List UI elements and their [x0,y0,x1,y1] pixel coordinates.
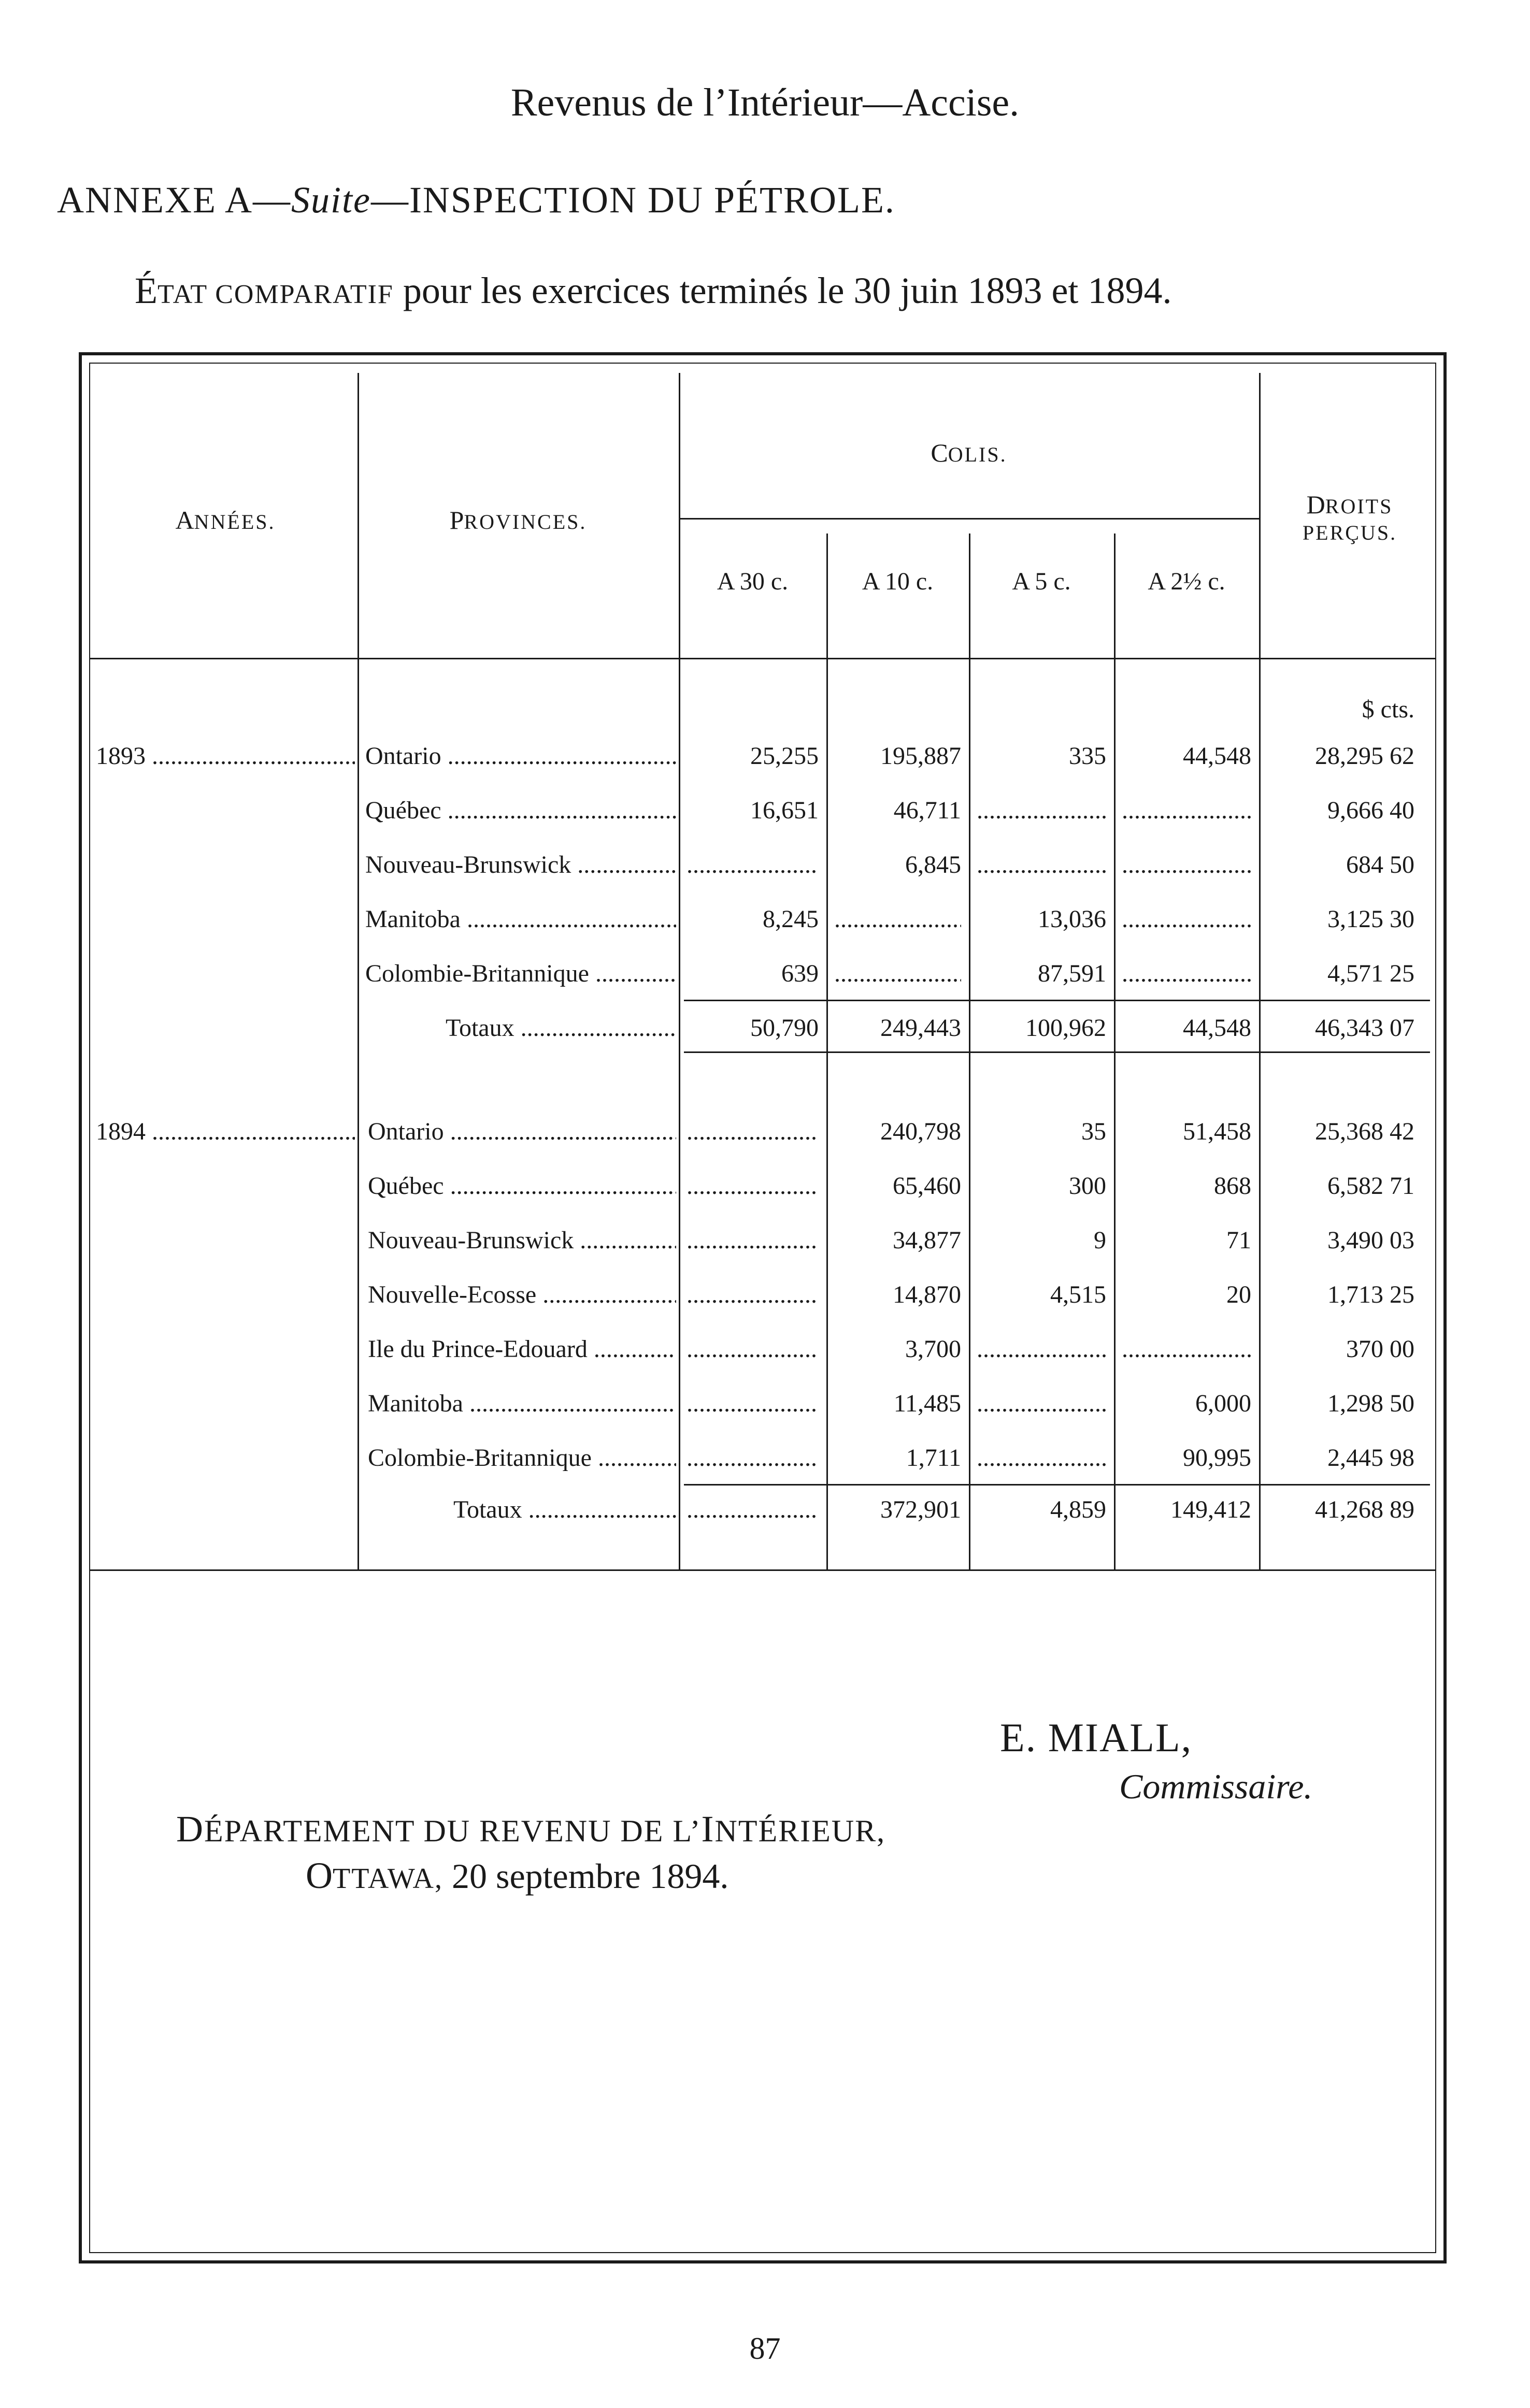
row-1894-totaux-a30-leader [687,1494,819,1525]
row-1893-quebec-a10: 46,711 [893,797,961,824]
dept-text-a: ÉPARTEMENT DU REVENU DE L’ [204,1814,702,1848]
signatory-role: Commissaire. [1119,1767,1313,1806]
col-divider-a2 [1259,373,1261,1569]
row-1894-ontario-a30-leader [687,1116,819,1147]
row-1894-ne-a30-leader [687,1279,819,1310]
annexe-prefix: ANNEXE A— [57,179,291,221]
header-droits [1264,489,1435,520]
row-1893-nb-province: Nouveau-Brunswick ..... [365,849,676,881]
col-divider-provinces [679,373,680,1569]
page-title: Revenus de l’Intérieur—Accise. [510,81,1020,124]
row-1893-nb-a2-leader [1122,849,1251,881]
colis-underline [679,518,1259,520]
units-label: $ cts. [1362,696,1414,723]
header-annees [98,505,352,535]
row-1894-cb-a10: 1,711 [906,1444,961,1472]
subheader-a10: A 10 c. [862,568,934,595]
row-1894-cb-droits: 2,445 98 [1327,1444,1414,1472]
header-percus-text: PERÇUS. [1302,521,1397,544]
row-1893-cb-a10-leader [834,958,961,989]
row-1894-ne-a10: 14,870 [893,1281,961,1308]
row-1893-ontario-droits: 28,295 62 [1315,742,1414,770]
row-1893-quebec-a2-leader [1122,795,1251,826]
row-1893-manitoba-province: Manitoba ..... [365,904,676,935]
header-provinces [363,505,674,535]
row-1894-quebec-a30-leader [687,1171,819,1202]
table-bottom-rule [89,1569,1436,1571]
row-1893-nb-a30-leader [687,849,819,881]
annexe-suite: Suite [291,179,371,221]
row-1894-quebec-droits: 6,582 71 [1327,1172,1414,1200]
header-annees-rest: NNÉES. [194,510,276,533]
totals-1893-bottom-rule [684,1051,1430,1053]
row-1894-quebec-a10: 65,460 [893,1172,961,1200]
row-1894-quebec-a5: 300 [1069,1172,1106,1200]
dept-initial-i: I [701,1808,715,1850]
row-1893-quebec-a5-leader [977,795,1106,826]
row-1894-ipe-a5-leader [977,1334,1106,1365]
row-1893-manitoba-a30: 8,245 [763,905,819,933]
header-droits-initial: D [1306,490,1325,519]
row-1893-manitoba-a5: 13,036 [1038,905,1106,933]
row-1894-nb-a5: 9 [1094,1227,1106,1254]
row-1894-nb-a30-leader [687,1225,819,1256]
row-1894-quebec-a2: 868 [1214,1172,1251,1200]
row-1893-ontario-a5: 335 [1069,742,1106,770]
dept-text-b: NTÉRIEUR, [714,1814,886,1848]
totals-1893-rule [684,1000,1430,1001]
row-1894-ontario-province: Ontario ..... [368,1116,676,1147]
row-1894-totaux-a10: 372,901 [880,1496,961,1523]
row-1894-cb-a30-leader [687,1443,819,1474]
header-colis [684,438,1254,468]
row-1894-manitoba-a10: 11,485 [893,1390,961,1417]
row-1893-nb-a5-leader [977,849,1106,881]
row-1894-ipe-a30-leader [687,1334,819,1365]
row-1894-ipe-a10: 3,700 [905,1335,961,1363]
annexe-suffix: —INSPECTION DU PÉTROLE. [370,179,895,221]
department-line [176,1808,885,1851]
row-1894-nb-a10: 34,877 [893,1227,961,1254]
row-1893-ontario-a10: 195,887 [880,742,961,770]
header-provinces-initial: P [449,506,464,535]
header-annees-initial: A [175,506,194,535]
row-1893-cb-a5: 87,591 [1038,960,1106,987]
row-1893-quebec-province: Québec ..... [365,795,676,826]
row-1893-totaux-a2: 44,548 [1183,1014,1251,1042]
row-1893-cb-droits: 4,571 25 [1327,960,1414,987]
row-1894-ipe-province: Ile du Prince-Edouard ..... [368,1334,676,1365]
row-1894-nb-droits: 3,490 03 [1327,1227,1414,1254]
row-1894-cb-a2: 90,995 [1183,1444,1251,1472]
page-number: 87 [749,2331,781,2366]
annexe-heading [57,179,895,222]
subheader-a30: A 30 c. [717,568,789,595]
row-1894-ne-droits: 1,713 25 [1327,1281,1414,1308]
totals-1894-rule [684,1484,1430,1486]
row-1894-ontario-droits: 25,368 42 [1315,1118,1414,1145]
row-1893-manitoba-a2-leader [1122,904,1251,935]
row-1893-totaux-a30: 50,790 [750,1014,819,1042]
row-1893-cb-a30: 639 [781,960,819,987]
header-droits-rest: ROITS [1325,495,1393,518]
row-1893-quebec-a30: 16,651 [750,797,819,824]
row-1893-ontario-province: Ontario ..... [365,741,676,772]
row-1893-ontario-a30: 25,255 [750,742,819,770]
row-1893-ontario-a2: 44,548 [1183,742,1251,770]
header-colis-initial: C [931,438,948,467]
row-1894-manitoba-droits: 1,298 50 [1327,1390,1414,1417]
etat-text: pour les exercices terminés le 30 juin 1893 et 1894. [393,270,1172,311]
etat-initial: É [135,270,158,311]
row-1894-manitoba-a5-leader [977,1388,1106,1419]
row-1894-cb-province: Colombie-Britannique ..... [368,1443,676,1474]
row-1893-manitoba-a10-leader [834,904,961,935]
year-1894: 1894 ..... [96,1116,355,1147]
dept-initial-d: D [176,1808,204,1850]
row-1893-cb-province: Colombie-Britannique ..... [365,958,676,989]
row-1894-manitoba-a2: 6,000 [1195,1390,1251,1417]
row-1894-cb-a5-leader [977,1443,1106,1474]
row-1893-quebec-droits: 9,666 40 [1327,797,1414,824]
subheader-a5: A 5 c. [1012,568,1071,595]
row-1894-ontario-a10: 240,798 [880,1118,961,1145]
col-divider-annees [358,373,359,1569]
ottawa-initial: O [306,1855,333,1896]
row-1894-totaux-a2: 149,412 [1170,1496,1251,1523]
header-provinces-rest: ROVINCES. [464,510,587,533]
signatory-name: E. MIALL, [1000,1715,1193,1760]
header-percus [1264,521,1435,545]
row-1894-totaux-droits: 41,268 89 [1315,1496,1414,1523]
row-1894-ne-province: Nouvelle-Ecosse ..... [368,1279,676,1310]
etat-smallcaps: TAT COMPARATIF [157,280,394,309]
date-text: 20 septembre 1894. [442,1856,729,1896]
row-1894-ipe-a2-leader [1122,1334,1251,1365]
etat-comparatif-heading [135,269,1171,312]
header-bottom-rule [89,658,1436,659]
year-1893: 1893 ..... [96,741,355,772]
row-1893-nb-a10: 6,845 [905,851,961,878]
row-1894-ne-a5: 4,515 [1050,1281,1106,1308]
row-1894-totaux-a5: 4,859 [1050,1496,1106,1523]
row-1894-ontario-a2: 51,458 [1183,1118,1251,1145]
row-1894-ne-a2: 20 [1226,1281,1251,1308]
row-1893-totaux-a10: 249,443 [880,1014,961,1042]
row-1893-totaux-a5: 100,962 [1025,1014,1106,1042]
row-1893-manitoba-droits: 3,125 30 [1327,905,1414,933]
row-1894-nb-province: Nouveau-Brunswick ..... [368,1225,676,1256]
header-colis-rest: OLIS. [948,443,1007,466]
row-1894-manitoba-a30-leader [687,1388,819,1419]
row-1894-manitoba-province: Manitoba ..... [368,1388,676,1419]
row-1894-nb-a2: 71 [1226,1227,1251,1254]
subheader-a2-half: A 2½ c. [1148,568,1225,595]
row-1894-quebec-province: Québec ..... [368,1171,676,1202]
row-1894-totaux-label: Totaux ..... [453,1494,676,1525]
row-1893-nb-droits: 684 50 [1346,851,1414,878]
row-1894-ontario-a5: 35 [1081,1118,1106,1145]
place-date-line [306,1854,728,1897]
row-1894-ipe-droits: 370 00 [1346,1335,1414,1363]
ottawa-rest: TTAWA, [333,1863,443,1895]
row-1893-totaux-label: Totaux ..... [446,1013,676,1044]
row-1893-totaux-droits: 46,343 07 [1315,1014,1414,1042]
row-1893-cb-a2-leader [1122,958,1251,989]
